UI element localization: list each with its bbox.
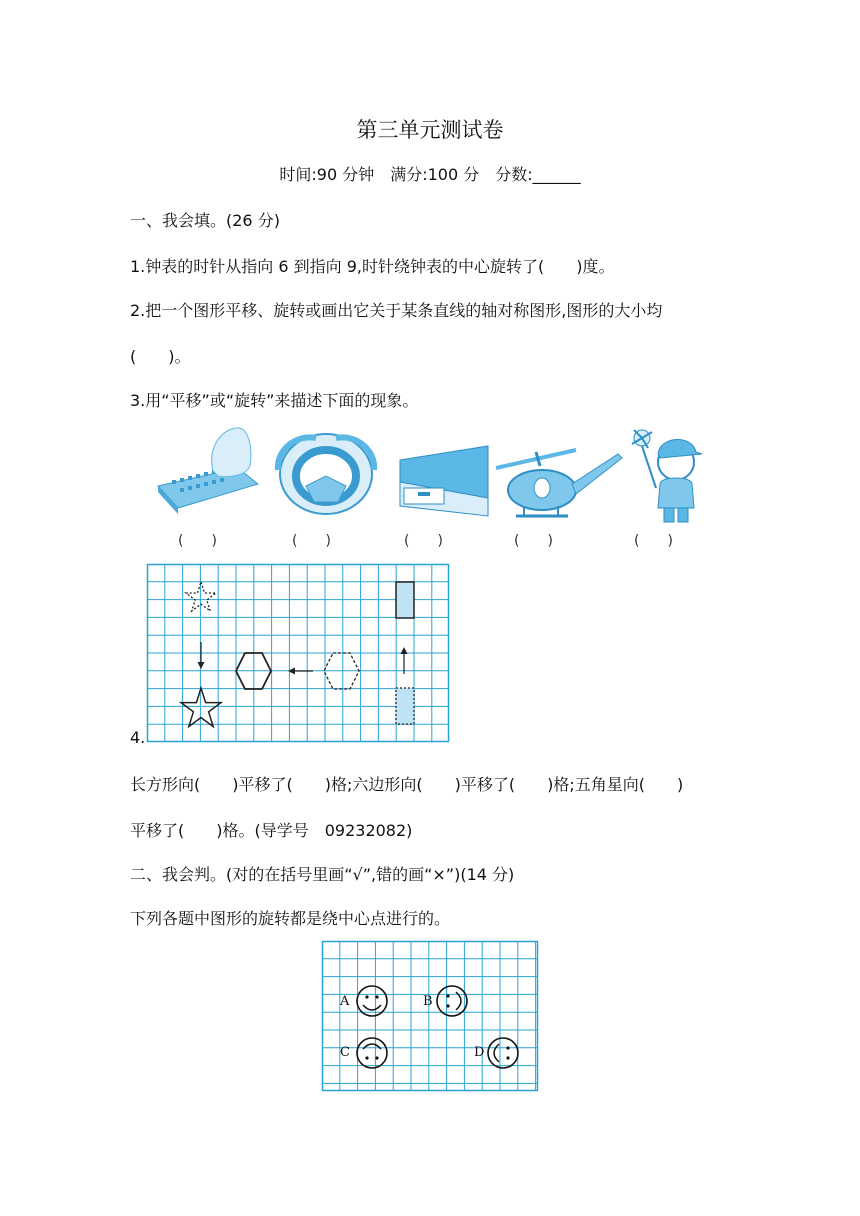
face-label-d: D	[474, 1045, 485, 1060]
translation-grid	[147, 564, 449, 742]
section2-heading: 二、我会判。(对的在括号里画“√”,错的画“×”)(14 分)	[130, 865, 515, 884]
face-b-icon	[437, 986, 467, 1016]
face-label-a: A	[340, 994, 350, 1009]
question-4-line2: 平移了( )格。(导学号 09232082)	[130, 821, 413, 840]
face-a-icon	[357, 986, 387, 1016]
section2-intro: 下列各题中图形的旋转都是绕中心点进行的。	[130, 909, 451, 928]
pinwheel-boy-icon	[630, 428, 710, 524]
q3-answer-paren-1: ( )	[178, 533, 217, 549]
face-label-b: B	[423, 994, 433, 1009]
abacus-icon	[158, 426, 258, 516]
q3-answer-paren-4: ( )	[514, 533, 553, 549]
face-d-icon	[488, 1038, 518, 1068]
star-solid-shape	[181, 688, 221, 727]
section1-heading: 一、我会填。(26 分)	[130, 211, 280, 230]
question-2-line1: 2.把一个图形平移、旋转或画出它关于某条直线的轴对称图形,图形的大小均	[130, 301, 663, 320]
rectangle-dashed-shape	[396, 688, 414, 724]
question-4-number: 4.	[130, 728, 146, 747]
rectangle-solid-shape	[396, 582, 414, 618]
face-c-icon	[357, 1038, 387, 1068]
steering-wheel-icon	[276, 430, 376, 518]
q3-answer-paren-5: ( )	[634, 533, 673, 549]
face-label-c: C	[340, 1045, 350, 1060]
drawer-icon	[398, 446, 492, 516]
page-title: 第三单元测试卷	[356, 118, 504, 142]
helicopter-icon	[496, 432, 626, 524]
star-dashed-shape	[186, 582, 216, 611]
rotation-grid	[322, 941, 538, 1091]
q3-answer-paren-2: ( )	[292, 533, 331, 549]
question-2-line2: ( )。	[130, 347, 191, 366]
exam-info: 时间:90 分钟 满分:100 分 分数:______	[279, 165, 581, 184]
question-3: 3.用“平移”或“旋转”来描述下面的现象。	[130, 391, 419, 410]
question-1: 1.钟表的时针从指向 6 到指向 9,时针绕钟表的中心旋转了( )度。	[130, 257, 615, 276]
q3-answer-paren-3: ( )	[404, 533, 443, 549]
question-4-line1: 长方形向( )平移了( )格;六边形向( )平移了( )格;五角星向( )	[130, 775, 684, 794]
